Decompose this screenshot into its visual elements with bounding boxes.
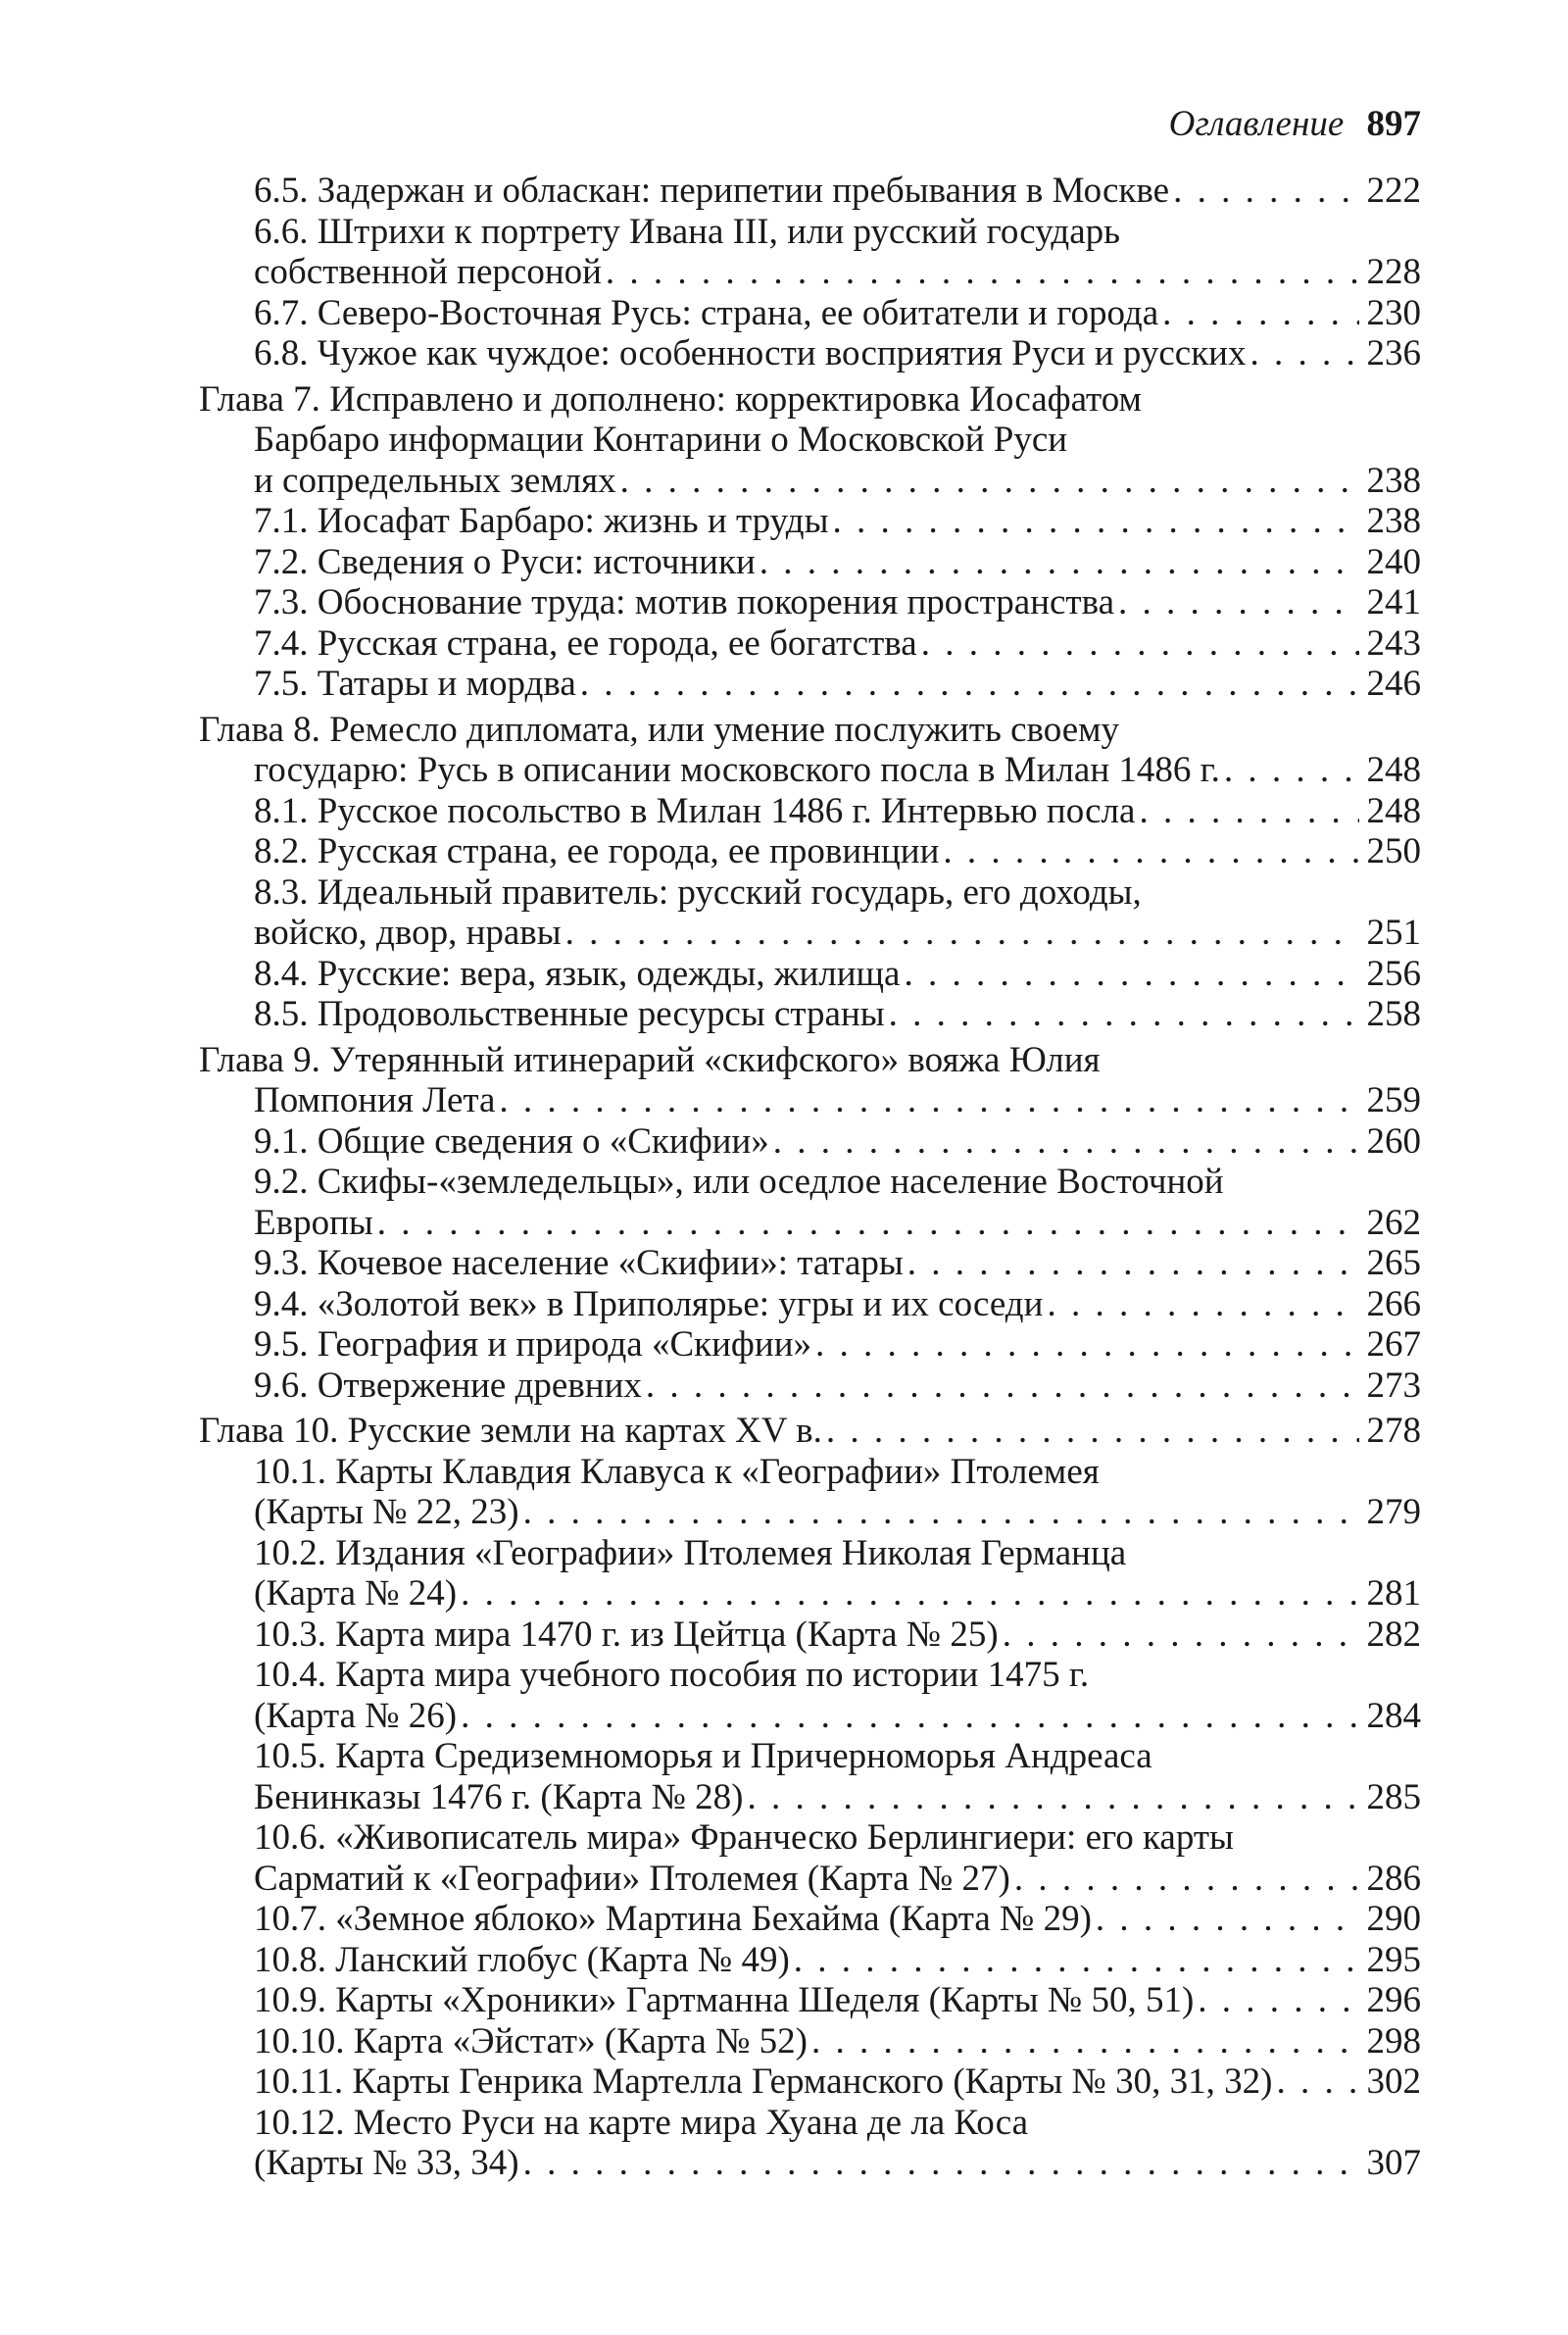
toc-entry-page: 307 xyxy=(1366,2143,1421,2183)
toc-entry-title: государю: Русь в описании московского посла в Милан 1486 г. xyxy=(254,750,1220,790)
toc-entry-title: Глава 7. Исправлено и дополнено: корректировка Иосафатом xyxy=(199,378,1142,420)
toc-chapter-line xyxy=(199,1411,1421,1452)
toc-entry-title: (Карты № 22, 23) xyxy=(254,1492,519,1532)
toc-chapter-line xyxy=(199,1040,1421,1081)
toc-section-line xyxy=(199,1203,1421,1244)
toc-entry-page: 298 xyxy=(1366,2020,1421,2062)
toc-section-line xyxy=(199,913,1421,954)
toc-entry-page: 238 xyxy=(1366,460,1421,501)
toc-section-line xyxy=(199,1615,1421,1656)
dot-leader xyxy=(1173,171,1358,212)
toc-entry-page: 259 xyxy=(1366,1080,1421,1120)
toc-entry-title: войско, двор, нравы xyxy=(254,913,562,953)
toc-entry-title: 9.6. Отвержение древних xyxy=(254,1365,642,1406)
dot-leader xyxy=(620,461,1359,502)
toc-section-line xyxy=(199,664,1421,705)
toc-chapter-line xyxy=(199,420,1421,461)
toc-section-line xyxy=(199,171,1421,212)
toc-section-line xyxy=(199,293,1421,334)
toc-entry-title: 10.4. Карта мира учебного пособия по истории 1475 г. xyxy=(254,1655,1090,1695)
toc-entry-title: 9.1. Общие сведения о «Скифии» xyxy=(254,1120,769,1162)
toc-section-line xyxy=(199,1736,1421,1777)
toc-entry-title: Барбаро информации Контарини о Московской Руси xyxy=(254,420,1068,460)
toc-entry-title: 6.7. Северо-Восточная Русь: страна, ее обитатели и города xyxy=(254,292,1159,333)
toc-section-line xyxy=(199,623,1421,665)
toc-entry-title: 8.4. Русские: вера, язык, одежды, жилища xyxy=(254,953,901,994)
toc-entry-title: 10.6. «Живописатель мира» Франческо Берлингиери: его карты xyxy=(254,1817,1234,1858)
dot-leader xyxy=(811,2021,1359,2062)
dot-leader xyxy=(1139,791,1358,832)
table-of-contents xyxy=(199,171,1421,2184)
toc-entry-title: 7.5. Татары и мордва xyxy=(254,664,576,704)
toc-section-line xyxy=(199,831,1421,872)
toc-section-line xyxy=(199,1696,1421,1737)
toc-entry-title: 10.2. Издания «Географии» Птолемея Николая Германца xyxy=(254,1532,1127,1573)
toc-entry-page: 265 xyxy=(1366,1243,1421,1283)
toc-entry-page: 273 xyxy=(1366,1365,1421,1406)
toc-entry-title: 7.4. Русская страна, ее города, ее богатства xyxy=(254,622,917,664)
dot-leader xyxy=(943,831,1358,872)
dot-leader xyxy=(773,1121,1359,1163)
toc-entry-title: Сарматий к «Географии» Птолемея (Карта № 27) xyxy=(254,1858,1010,1899)
toc-entry-title: 10.1. Карты Клавдия Клавуса к «Географии» Птолемея xyxy=(254,1451,1100,1492)
toc-chapter-line xyxy=(199,750,1421,791)
toc-section-line xyxy=(199,1573,1421,1615)
dot-leader xyxy=(646,1366,1359,1407)
toc-entry-title: 8.5. Продовольственные ресурсы страны xyxy=(254,994,885,1034)
toc-entry-page: 241 xyxy=(1366,582,1421,622)
dot-leader xyxy=(565,913,1359,954)
toc-section-line xyxy=(199,872,1421,914)
dot-leader xyxy=(748,1777,1359,1818)
toc-entry-title: (Карты № 33, 34) xyxy=(254,2143,519,2183)
toc-chapter-line xyxy=(199,1080,1421,1121)
running-head xyxy=(1169,106,1421,142)
toc-entry-title: и сопредельных землях xyxy=(254,460,616,501)
toc-section-line xyxy=(199,1243,1421,1284)
toc-section-line xyxy=(199,212,1421,253)
toc-section-line xyxy=(199,252,1421,293)
dot-leader xyxy=(1162,293,1358,334)
toc-entry-title: 8.1. Русское посольство в Милан 1486 г. Интервью посла xyxy=(254,790,1136,831)
dot-leader xyxy=(1047,1284,1358,1325)
toc-entry-title: 6.6. Штрихи к портрету Ивана III, или русский государь xyxy=(254,211,1121,252)
toc-section-line xyxy=(199,542,1421,583)
toc-entry-page: 222 xyxy=(1366,171,1421,211)
toc-section-line xyxy=(199,1899,1421,1940)
page-number: 897 xyxy=(1366,104,1421,144)
dot-leader xyxy=(1276,2062,1358,2103)
toc-entry-title: 10.10. Карта «Эйстат» (Карта № 52) xyxy=(254,2020,808,2062)
toc-entry-title: 7.1. Иосафат Барбаро: жизнь и труды xyxy=(254,501,829,541)
toc-entry-title: (Карта № 26) xyxy=(254,1695,458,1736)
toc-entry-title: Глава 10. Русские земли на картах XV в. xyxy=(199,1411,822,1451)
toc-entry-title: 6.5. Задержан и обласкан: перипетии пребывания в Москве xyxy=(254,171,1170,211)
toc-section-line xyxy=(199,2062,1421,2103)
toc-section-line xyxy=(199,582,1421,623)
toc-section-line xyxy=(199,1655,1421,1696)
toc-chapter-line xyxy=(199,710,1421,751)
toc-entry-title: 6.8. Чужое как чуждое: особенности восприятия Руси и русских xyxy=(254,333,1247,373)
toc-entry-page: 251 xyxy=(1366,913,1421,953)
dot-leader xyxy=(907,1243,1359,1284)
dot-leader xyxy=(377,1203,1359,1244)
toc-entry-title: 7.2. Сведения о Руси: источники xyxy=(254,541,756,582)
dot-leader xyxy=(832,501,1358,542)
dot-leader xyxy=(760,542,1359,583)
toc-entry-page: 250 xyxy=(1366,831,1421,871)
running-head-title: Оглавление xyxy=(1168,104,1345,144)
toc-entry-title: 10.3. Карта мира 1470 г. из Цейтца (Карта № 25) xyxy=(254,1614,999,1655)
toc-entry-page: 228 xyxy=(1366,252,1421,292)
toc-section-line xyxy=(199,2021,1421,2062)
toc-entry-title: 10.12. Место Руси на карте мира Хуана де ла Коса xyxy=(254,2102,1029,2143)
toc-entry-title: собственной персоной xyxy=(254,252,602,292)
toc-chapter-line xyxy=(199,461,1421,502)
dot-leader xyxy=(904,954,1358,995)
toc-entry-page: 262 xyxy=(1366,1202,1421,1243)
toc-section-line xyxy=(199,1817,1421,1859)
toc-entry-title: 10.11. Карты Генрика Мартелла Германского (Карты № 30, 31, 32) xyxy=(254,2062,1273,2102)
dot-leader xyxy=(1003,1615,1359,1656)
toc-entry-page: 279 xyxy=(1366,1492,1421,1532)
toc-entry-page: 284 xyxy=(1366,1695,1421,1736)
toc-entry-page: 238 xyxy=(1366,501,1421,541)
toc-entry-title: Глава 8. Ремесло дипломата, или умение послужить своему xyxy=(199,709,1120,750)
toc-entry-page: 258 xyxy=(1366,994,1421,1034)
toc-entry-title: (Карта № 24) xyxy=(254,1573,458,1614)
toc-section-line xyxy=(199,1492,1421,1533)
dot-leader xyxy=(815,1324,1358,1366)
toc-section-line xyxy=(199,1777,1421,1818)
toc-section-line xyxy=(199,1366,1421,1407)
dot-leader xyxy=(1224,750,1359,791)
toc-entry-title: 10.7. «Земное яблоко» Мартина Бехайма (Карта № 29) xyxy=(254,1899,1092,1939)
toc-entry-title: 8.2. Русская страна, ее города, ее провинции xyxy=(254,831,940,871)
toc-entry-title: 10.5. Карта Средиземноморья и Причерноморья Андреаса xyxy=(254,1736,1152,1776)
toc-entry-page: 240 xyxy=(1366,541,1421,582)
toc-entry-title: 9.2. Скифы-«земледельцы», или оседлое население Восточной xyxy=(254,1162,1224,1202)
toc-entry-title: 9.3. Кочевое население «Скифии»: татары xyxy=(254,1243,904,1283)
dot-leader xyxy=(523,1492,1359,1533)
toc-entry-page: 290 xyxy=(1366,1899,1421,1939)
toc-entry-page: 248 xyxy=(1366,790,1421,831)
toc-entry-title: Бенинказы 1476 г. (Карта № 28) xyxy=(254,1776,744,1817)
dot-leader xyxy=(794,1940,1359,1981)
toc-entry-title: 7.3. Обоснование труда: мотив покорения пространства xyxy=(254,582,1114,622)
toc-section-line xyxy=(199,1940,1421,1981)
toc-section-line xyxy=(199,501,1421,542)
toc-entry-page: 256 xyxy=(1366,953,1421,994)
toc-entry-title: 8.3. Идеальный правитель: русский государь, его доходы, xyxy=(254,871,1142,913)
toc-section-line xyxy=(199,1121,1421,1163)
toc-section-line xyxy=(199,1324,1421,1366)
toc-entry-page: 281 xyxy=(1366,1573,1421,1614)
dot-leader xyxy=(461,1696,1358,1737)
toc-entry-page: 302 xyxy=(1366,2062,1421,2102)
toc-entry-page: 236 xyxy=(1366,333,1421,373)
toc-entry-page: 266 xyxy=(1366,1283,1421,1324)
toc-section-line xyxy=(199,1980,1421,2021)
dot-leader xyxy=(921,623,1359,665)
toc-section-line xyxy=(199,791,1421,832)
toc-section-line xyxy=(199,954,1421,995)
toc-entry-page: 296 xyxy=(1366,1980,1421,2020)
dot-leader xyxy=(580,664,1359,705)
toc-section-line xyxy=(199,333,1421,374)
toc-chapter-line xyxy=(199,379,1421,421)
toc-entry-page: 246 xyxy=(1366,664,1421,704)
toc-entry-page: 267 xyxy=(1366,1324,1421,1365)
toc-entry-title: 9.4. «Золотой век» в Приполярье: угры и их соседи xyxy=(254,1283,1044,1324)
dot-leader xyxy=(461,1573,1358,1615)
toc-entry-title: 9.5. География и природа «Скифии» xyxy=(254,1324,812,1365)
toc-section-line xyxy=(199,2103,1421,2144)
toc-entry-title: 10.8. Ланский глобус (Карта № 49) xyxy=(254,1939,790,1980)
dot-leader xyxy=(523,2143,1359,2184)
toc-entry-title: Европы xyxy=(254,1202,373,1243)
toc-entry-page: 282 xyxy=(1366,1614,1421,1655)
toc-section-line xyxy=(199,1533,1421,1574)
toc-entry-page: 260 xyxy=(1366,1120,1421,1162)
toc-section-line xyxy=(199,1452,1421,1493)
dot-leader xyxy=(1014,1859,1359,1900)
toc-entry-page: 286 xyxy=(1366,1858,1421,1899)
toc-entry-page: 243 xyxy=(1366,622,1421,664)
toc-section-line xyxy=(199,1284,1421,1325)
dot-leader xyxy=(826,1411,1359,1452)
dot-leader xyxy=(499,1080,1358,1121)
toc-entry-page: 230 xyxy=(1366,292,1421,333)
dot-leader xyxy=(1198,1980,1358,2021)
dot-leader xyxy=(1096,1899,1359,1940)
toc-entry-title: Помпония Лета xyxy=(254,1080,496,1120)
toc-section-line xyxy=(199,1859,1421,1900)
toc-section-line xyxy=(199,1162,1421,1203)
dot-leader xyxy=(889,994,1359,1035)
dot-leader xyxy=(606,252,1359,293)
toc-section-line xyxy=(199,994,1421,1035)
toc-entry-page: 278 xyxy=(1366,1411,1421,1451)
toc-entry-page: 295 xyxy=(1366,1939,1421,1980)
toc-section-line xyxy=(199,2143,1421,2184)
toc-entry-title: Глава 9. Утерянный итинерарий «скифского» вояжа Юлия xyxy=(199,1039,1101,1080)
toc-entry-title: 10.9. Карты «Хроники» Гартманна Шеделя (Карты № 50, 51) xyxy=(254,1980,1195,2020)
dot-leader xyxy=(1250,333,1358,374)
toc-entry-page: 248 xyxy=(1366,750,1421,790)
toc-entry-page: 285 xyxy=(1366,1776,1421,1817)
dot-leader xyxy=(1118,582,1359,623)
